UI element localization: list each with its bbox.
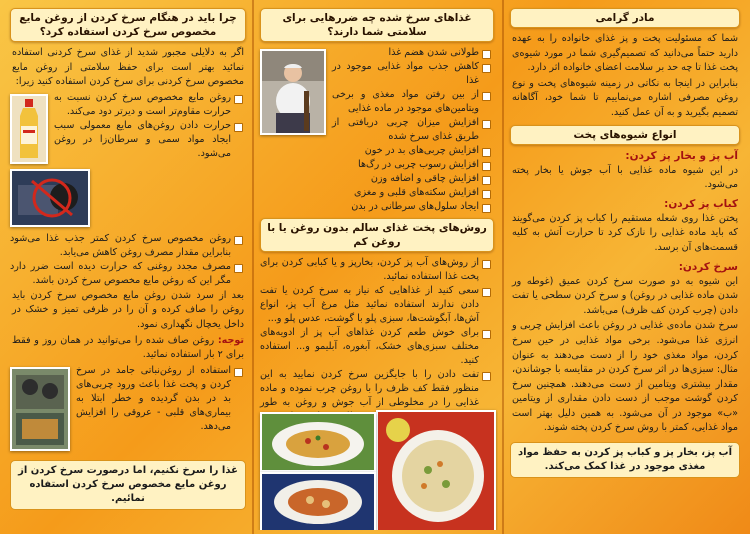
frying-pan-photo <box>10 169 90 227</box>
list-item: ایجاد سلول‌های سرطانی در بدن <box>260 200 492 214</box>
panel-left-footer: غذا را سرخ نکنیم، اما درصورت سرخ کردن از روغن مایع مخصوص سرخ کردن استفاده نمائیم. <box>10 460 246 510</box>
list-item: افزایش چربی‌های بد در خون <box>260 144 492 158</box>
section-text: پختن غذا روی شعله مستقیم را کباب پز کردن می‌گویند که باید ماده غذایی را نازک کرد تا حرارت آتش به کلیه قسمت‌های آن برسد. <box>512 212 738 253</box>
list-item: روغن مخصوص سرخ کردن کمتر جذب غذا می‌شود بنابراین مقدار مصرف روغن کاهش می‌یابد. <box>10 232 244 260</box>
panel-middle <box>256 4 498 530</box>
note-label: توجه: <box>217 334 244 346</box>
fold-line-right <box>502 0 504 534</box>
panel-right <box>506 4 744 530</box>
list-item: برای خوش طعم کردن غذاهای آب پز از ادویه‌های مختلف سبزی‌های خشک، آبغوره، آبلیمو و... استفاده کنید. <box>260 326 492 368</box>
panel-right-title: مادر گرامی <box>510 8 740 28</box>
panel-left <box>6 4 250 530</box>
list-item: سعی کنید از غذاهایی که نیاز به سرخ کردن یا تفت دادن ندارند استفاده نمائید مثل مرغ آب پز، انواع آش‌ها، آبگوشت‌ها، سبزی پلو با گوشت، عدس پلو و... <box>260 284 492 326</box>
intro-paragraph: شما که مسئولیت پخت و پز غذای خانواده را به عهده دارید حتماً می‌دانید که تصمیم‌گیری شما در مورد شیوه‌ی پخت غذا تا چه حد بر سلامت اعضای خانواده اثر دارد. <box>512 33 738 74</box>
frying-oil-points-more <box>6 232 250 288</box>
solid-oil-warning <box>6 364 250 434</box>
list-item: از بین رفتن مواد مغذی و برخی ویتامین‌های موجود در ماده غذایی <box>260 88 492 116</box>
list-item: حرارت دادن روغن‌های مایع معمولی سبب ایجاد مواد سمی و سرطان‌زا در روغن می‌شود. <box>10 119 244 161</box>
healthy-methods-title: روش‌های پخت غذای سالم بدون روغن یا با روغن کم <box>260 218 494 252</box>
intro-paragraph: اگر به دلایلی مجبور شدید از غذای سرخ کردنی استفاده نمائید بهتر است برای حفظ سلامتی از روغن مایع مخصوص سرخ کردنی برای سرخ کردن استفاده کنید زیرا: <box>12 47 244 88</box>
section-heading: آب پز و بخار پز کردن: <box>625 149 738 162</box>
list-item: تفت دادن را با جایگزین سرخ کردن نمایید به این منظور فقط کف ظرف را با روغن چرب نموده و ماده غذایی را در مخلوطی از آب جوش و روغن به طور <box>260 368 492 438</box>
list-item: مصرف مجدد روغنی که حرارت دیده است ضرر دارد مگر این که روغن مایع مخصوص سرخ کردن باشد. <box>10 260 244 288</box>
frying-oil-points <box>6 91 250 161</box>
frying-oil-title: چرا باید در هنگام سرخ کردن از روغن مایع مخصوص سرخ کردن استفاده کرد؟ <box>10 8 246 42</box>
stew-plate-illustration <box>262 474 374 530</box>
list-item: افزایش میزان چربی دریافتی از طریق غذای سرخ شده <box>260 116 492 144</box>
food-photo-collage <box>258 408 496 530</box>
list-item: کاهش جذب مواد غذایی موجود در غذا <box>260 60 492 88</box>
list-item: افزایش رسوب چربی در رگ‌ها <box>260 158 492 172</box>
fold-line-left <box>252 0 254 534</box>
section-text: در این شیوه ماده غذایی با آب جوش یا بخار پخته می‌شود. <box>512 164 738 191</box>
note-paragraph <box>12 334 244 363</box>
pasta-plate-photo <box>260 412 376 472</box>
list-item: روغن مایع مخصوص سرخ کردن نسبت به حرارت مقاوم‌تر است و دیرتر دود می‌کند. <box>10 91 244 119</box>
intro-paragraph: بنابراین در اینجا به نکاتی در زمینه شیوه‌های پخت و نوع روغن مصرفی اشاره می‌نماییم تا شما خود، آگاهانه تصمیم بگیرید و به آن عمل کنید. <box>512 77 738 118</box>
frying-pan-illustration <box>12 171 88 225</box>
list-item: از روش‌های آب پز کردن، بخارپز و یا کبابی کردن برای پخت غذا استفاده نمائید. <box>260 256 492 284</box>
stew-plate-photo <box>260 472 376 530</box>
note-text: روغن صاف شده را می‌توانید در همان روز و فقط برای ۲ بار استفاده نمائید. <box>12 334 244 361</box>
list-item: طولانی شدن هضم غذا <box>260 46 492 60</box>
section-heading: سرخ کردن: <box>678 260 738 273</box>
section-heading: کباب پز کردن: <box>664 197 738 210</box>
methods-title: انواع شیوه‌های پخت <box>510 125 740 145</box>
soup-bowl-illustration <box>378 412 494 530</box>
list-item: استفاده از روغن‌نباتی جامد در سرخ کردن و پخت غذا باعث ورود چربی‌های بد در بدن گردیده و خطر ابتلا به بیماری‌های قلبی - عروقی را افزایش می‌دهد. <box>10 364 244 434</box>
harms-title: غذاهای سرخ شده چه ضررهایی برای سلامتی شما دارند؟ <box>260 8 494 42</box>
harms-list <box>256 46 498 214</box>
pasta-plate-illustration <box>262 414 374 470</box>
list-item: افزایش چاقی و اضافه وزن <box>260 172 492 186</box>
soup-bowl-photo <box>376 410 496 530</box>
storage-paragraph: بعد از سرد شدن روغن مایع مخصوص سرخ کردن باید روغن را صاف کرده و آن را در ظرفی تمیز و خشک در داخل یخچال نگهداری نمود. <box>12 289 244 330</box>
section-text: این شیوه به دو صورت سرخ کردن عمیق (غوطه ور شدن ماده غذایی در روغن) و سرخ کردن سطحی یا تفت دادن (چرب کردن کف ظرف) می‌باشد. <box>512 275 738 316</box>
panel-right-footer: آب پز، بخار پز و کباب پز کردن به حفظ مواد مغذی موجود در غذا کمک می‌کند. <box>510 442 740 478</box>
list-item: افزایش سکته‌های قلبی و مغزی <box>260 186 492 200</box>
section-text: سرخ شدن ماده‌ی غذایی در روغن باعث افزایش چربی و انرژی غذا می‌شود. برخی مواد غذایی در حین سرخ کردن، مواد مغذی خود را از دست می‌دهند به عنوان مثال: سبزی‌ها در اثر سرخ کردن در مقایسه با جوشاندن، مقدار بیشتری ویتامین از دست می‌دهند. همچنین سرخ کردن گوشت موجب از دست دادن مقداری از ویتامین «ب» موجود در آن می‌شود. به همین دلیل بهتر است مواد غذایی، کمتر با روش سرخ کردن پخته شوند. <box>512 320 738 434</box>
